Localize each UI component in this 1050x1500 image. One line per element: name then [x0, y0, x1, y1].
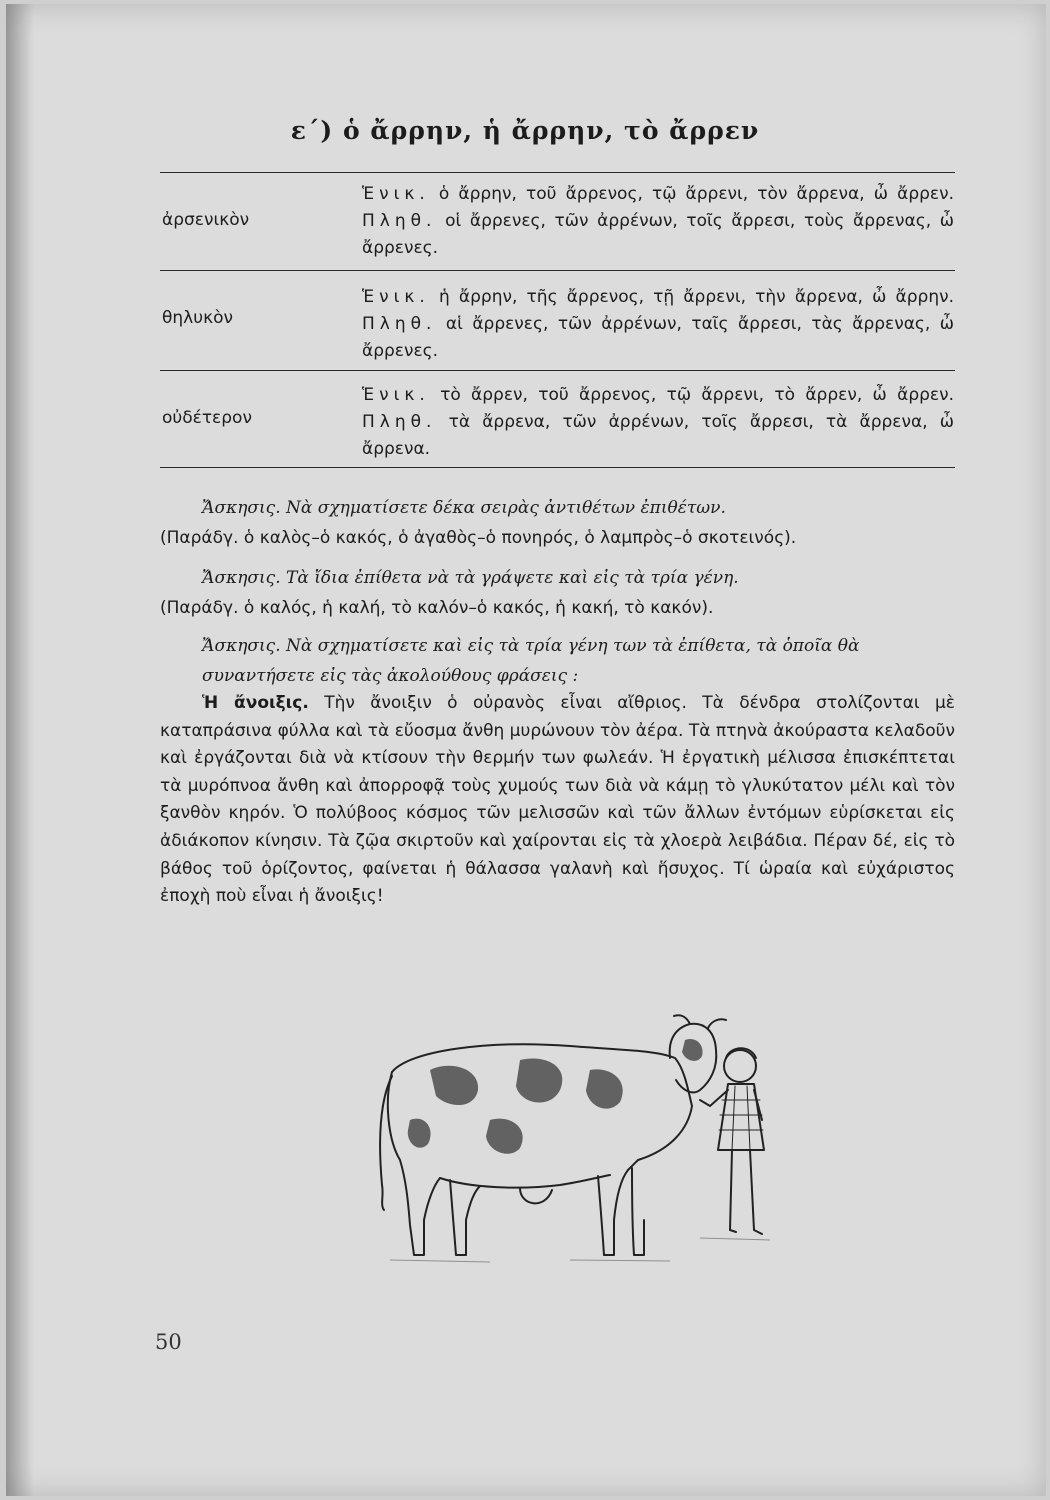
exercise-3 [160, 631, 955, 691]
gender-label: οὐδέτερον [162, 408, 252, 428]
exercise-1 [160, 493, 955, 553]
gender-label: θηλυκὸν [162, 308, 233, 328]
gender-label: ἀρσενικὸν [162, 210, 250, 230]
exercise-heading: Ἄσκησις. Νὰ σχηματίσετε δέκα σειρὰς ἀντιθέτων ἐπιθέτων. [202, 498, 726, 518]
exercise-heading: Ἄσκησις. Νὰ σχηματίσετε καὶ εἰς τὰ τρία γένη των τὰ ἐπίθετα, τὰ ὁποῖα θὰ συναντήσετε εἰς τὰς ἀκολούθους φράσεις : [202, 636, 860, 686]
passage-title: Ἡ ἄνοιξις. [202, 693, 309, 713]
singular-label: Ἑνικ. [362, 287, 430, 307]
table-rule [160, 172, 955, 173]
table-rule [160, 467, 955, 468]
section-title: ε΄) ὁ ἄρρην, ἡ ἄρρην, τὸ ἄρρεν [290, 116, 760, 145]
exercise-example: (Παράδγ. ὁ καλός, ἡ καλή, τὸ καλόν–ὁ κακός, ἡ κακή, τὸ κακόν). [160, 598, 714, 618]
plural-label: Πληθ. [362, 211, 437, 231]
exercise-heading: Ἄσκησις. Τὰ ἴδια ἐπίθετα νὰ τὰ γράψετε καὶ εἰς τὰ τρία γένη. [202, 568, 739, 588]
plural-label: Πληθ. [362, 314, 437, 334]
plural-forms: αἱ ἄρρενες, τῶν ἀρρένων, ταῖς ἄρρεσι, τὰς ἄρρενας, ὦ ἄρρενες. [362, 314, 954, 361]
page-number: 50 [155, 1330, 182, 1354]
declension-forms [362, 181, 954, 262]
exercise-2 [160, 563, 955, 623]
plural-label: Πληθ. [362, 412, 437, 432]
plural-forms: οἱ ἄρρενες, τῶν ἀρρένων, τοῖς ἄρρεσι, τοὺς ἄρρενας, ὦ ἄρρενες. [362, 211, 954, 258]
declension-forms [362, 284, 954, 365]
singular-label: Ἑνικ. [362, 385, 430, 405]
table-rule [160, 370, 955, 371]
table-rule [160, 270, 955, 271]
singular-forms: ἡ ἄρρην, τῆς ἄρρενος, τῇ ἄρρενι, τὴν ἄρρενα, ὦ ἄρρην. [438, 287, 954, 307]
singular-forms: τὸ ἄρρεν, τοῦ ἄρρενος, τῷ ἄρρενι, τὸ ἄρρεν, ὦ ἄρρεν. [440, 385, 954, 405]
declension-forms [362, 382, 954, 463]
plural-forms: τὰ ἄρρενα, τῶν ἀρρένων, τοῖς ἄρρεσι, τὰ ἄρρενα, ὦ ἄρρενα. [362, 412, 955, 459]
passage-text: Τὴν ἄνοιξιν ὁ οὐρανὸς εἶναι αἴθριος. Τὰ δένδρα στολίζονται μὲ καταπράσινα φύλλα καὶ τὰ εὔοσμα ἄνθη μυρώνουν τὸν ἀέρα. Τὰ πτηνὰ ἀκούραστα κελαδοῦν καὶ ἐργάζονται διὰ νὰ κτίσουν τὴν θερμήν των φωλεάν. Ἡ ἐργατικὴ μέλισσα ἐπισκέπτεται τὰ μυρόπνοα ἄνθη καὶ ἀπορροφᾷ τοὺς χυμούς των διὰ νὰ κάμῃ τὸ γλυκύτατον μέλι καὶ τὸν ξανθὸν κηρόν. Ὁ πολύβοος κόσμος τῶν μελισσῶν καὶ τῶν ἄλλων ἐντόμων εὑρίσκεται εἰς ἀδιάκοπον κίνησιν. Τὰ ζῷα σκιρτοῦν καὶ χαίρονται εἰς τὰ χλοερὰ λειβάδια. Πέραν δέ, εἰς τὸ βάθος τοῦ ὁρίζοντος, φαίνεται ἡ θάλασσα γαλανὴ καὶ ἥσυχος. Τί ὡραία καὶ εὐχάριστος ἐποχὴ ποὺ εἶναι ἡ ἄνοιξις! [160, 693, 955, 907]
exercise-example: (Παράδγ. ὁ καλὸς–ὁ κακός, ὁ ἀγαθὸς–ὁ πονηρός, ὁ λαμπρὸς–ὁ σκοτεινός). [160, 528, 797, 548]
cow-and-girl-illustration [370, 1010, 790, 1290]
singular-forms: ὁ ἄρρην, τοῦ ἄρρενος, τῷ ἄρρενι, τὸν ἄρρενα, ὦ ἄρρεν. [438, 184, 954, 204]
reading-passage [160, 690, 955, 911]
singular-label: Ἑνικ. [362, 184, 430, 204]
